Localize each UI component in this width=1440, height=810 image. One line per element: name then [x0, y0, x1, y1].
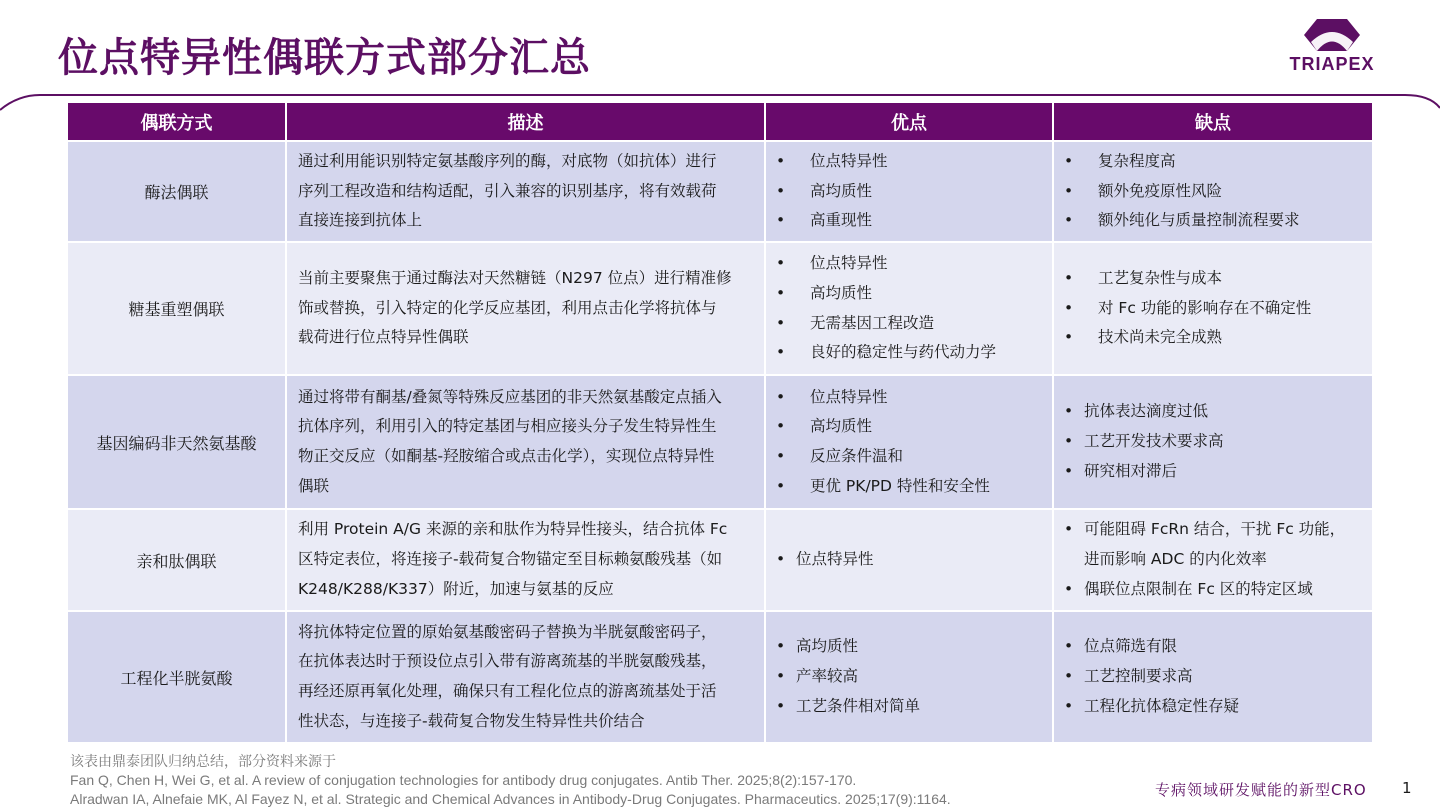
method-cons [1053, 141, 1372, 242]
con-item: • 抗体表达滴度过低 [1054, 397, 1372, 427]
desc-line: 当前主要聚焦于通过酶法对天然糖链（N297 位点）进行精准修 [298, 268, 732, 287]
pro-item: • 反应条件温和 [766, 442, 1052, 472]
pro-item: • 高均质性 [766, 279, 1052, 309]
method-description [286, 509, 765, 611]
con-item: • 研究相对滞后 [1054, 457, 1372, 487]
method-pros [765, 509, 1053, 611]
pro-item: • 位点特异性 [766, 545, 1052, 575]
method-name: 酶法偶联 [68, 141, 286, 242]
con-item: • 技术尚未完全成熟 [1054, 323, 1372, 353]
company-slogan: 专病领域研发赋能的新型CRO [1155, 781, 1367, 799]
con-item: • 工艺控制要求高 [1054, 662, 1372, 692]
footnote [70, 752, 1120, 809]
company-logo [1284, 18, 1380, 78]
method-description [286, 242, 765, 375]
desc-line: 抗体序列，利用引入的特定基团与相应接头分子发生特异性生 [298, 417, 717, 436]
pro-item: • 产率较高 [766, 662, 1052, 692]
table-row [68, 611, 1372, 742]
method-pros [765, 611, 1053, 742]
method-description [286, 611, 765, 742]
desc-line: 将抗体特定位置的原始氨基酸密码子替换为半胱氨酸密码子， [298, 622, 717, 641]
con-item: • 工艺开发技术要求高 [1054, 427, 1372, 457]
pro-item: • 高均质性 [766, 632, 1052, 662]
pro-item: • 位点特异性 [766, 147, 1052, 177]
desc-line: 通过将带有酮基/叠氮等特殊反应基团的非天然氨基酸定点插入 [298, 387, 722, 406]
pro-item: • 更优 PK/PD 特性和安全性 [766, 472, 1052, 502]
con-item: • 可能阻碍 FcRn 结合，干扰 Fc 功能， [1054, 515, 1372, 545]
footnote-line: 该表由鼎泰团队归纳总结，部分资料来源于 [70, 753, 336, 769]
header-description: 描述 [286, 103, 765, 141]
desc-line: 在抗体表达时于预设位点引入带有游离巯基的半胱氨酸残基， [298, 652, 717, 671]
con-item: • 复杂程度高 [1054, 147, 1372, 177]
method-cons [1053, 611, 1372, 742]
header-pros: 优点 [765, 103, 1053, 141]
desc-line: 通过利用能识别特定氨基酸序列的酶，对底物（如抗体）进行 [298, 151, 717, 170]
table-header-row [68, 103, 1372, 141]
method-cons [1053, 375, 1372, 509]
desc-line: 直接连接到抗体上 [298, 211, 423, 230]
method-pros [765, 375, 1053, 509]
pro-item: • 位点特异性 [766, 383, 1052, 413]
con-item: • 偶联位点限制在 Fc 区的特定区域 [1054, 575, 1372, 605]
con-item: • 额外免疫原性风险 [1054, 177, 1372, 207]
method-description [286, 141, 765, 242]
desc-line: K248/K288/K337）附近，加速与氨基的反应 [298, 579, 614, 598]
table-row [68, 242, 1372, 375]
pro-item: • 无需基因工程改造 [766, 309, 1052, 339]
con-item: • 额外纯化与质量控制流程要求 [1054, 206, 1372, 236]
desc-line: 物正交反应（如酮基-羟胺缩合或点击化学），实现位点特异性 [298, 447, 715, 465]
desc-line: 区特定表位，将连接子-载荷复合物锚定至目标赖氨酸残基（如 [298, 550, 723, 569]
page-number: 1 [1402, 779, 1412, 797]
method-pros [765, 141, 1053, 242]
pro-item: • 高重现性 [766, 206, 1052, 236]
table-row [68, 141, 1372, 242]
method-name: 工程化半胱氨酸 [68, 611, 286, 742]
desc-line: 载荷进行位点特异性偶联 [298, 328, 469, 347]
con-item: • 对 Fc 功能的影响存在不确定性 [1054, 294, 1372, 324]
con-item: • 工艺复杂性与成本 [1054, 264, 1372, 294]
con-item: • 工程化抗体稳定性存疑 [1054, 692, 1372, 722]
method-cons [1053, 242, 1372, 375]
pro-item: • 高均质性 [766, 177, 1052, 207]
desc-line: 再经还原再氧化处理，确保只有工程化位点的游离巯基处于活 [298, 682, 717, 700]
desc-line: 饰或替换，引入特定的化学反应基团，利用点击化学将抗体与 [298, 298, 717, 317]
con-item-continued: 进而影响 ADC 的内化效率 [1084, 550, 1267, 569]
triapex-hexagon-logo-icon [1303, 18, 1361, 52]
method-name: 基因编码非天然氨基酸 [68, 375, 286, 509]
header-cons: 缺点 [1053, 103, 1372, 141]
header-method: 偶联方式 [68, 103, 286, 141]
con-item: • 位点筛选有限 [1054, 632, 1372, 662]
table-row [68, 375, 1372, 509]
pro-item: • 工艺条件相对简单 [766, 692, 1052, 722]
method-cons [1053, 509, 1372, 611]
method-description [286, 375, 765, 509]
table-row [68, 509, 1372, 611]
desc-line: 性状态，与连接子-载荷复合物发生特异性共价结合 [298, 711, 645, 730]
method-name: 糖基重塑偶联 [68, 242, 286, 375]
method-name: 亲和肽偶联 [68, 509, 286, 611]
desc-line: 偶联 [298, 476, 330, 495]
desc-line: 利用 Protein A/G 来源的亲和肽作为特异性接头，结合抗体 Fc [298, 520, 728, 539]
conjugation-summary-table [68, 103, 1372, 742]
pro-item: • 良好的稳定性与药代动力学 [766, 338, 1052, 368]
reference-1: Fan Q, Chen H, Wei G, et al. A review of conjugation technologies for antibody drug conjugates. Antib Ther. 2025;8(2):157-170. [70, 772, 857, 788]
logo-text: TRIAPEX [1289, 54, 1375, 74]
page-title: 位点特异性偶联方式部分汇总 [58, 35, 591, 81]
pro-item: • 位点特异性 [766, 249, 1052, 279]
pro-item: • 高均质性 [766, 412, 1052, 442]
reference-2: Alradwan IA, Alnefaie MK, Al Fayez N, et al. Strategic and Chemical Advances in Antibody-Drug Conjugates. Pharmaceutics. 2025;17(9):1164. [70, 791, 951, 807]
method-pros [765, 242, 1053, 375]
desc-line: 序列工程改造和结构适配，引入兼容的识别基序，将有效载荷 [298, 181, 717, 200]
